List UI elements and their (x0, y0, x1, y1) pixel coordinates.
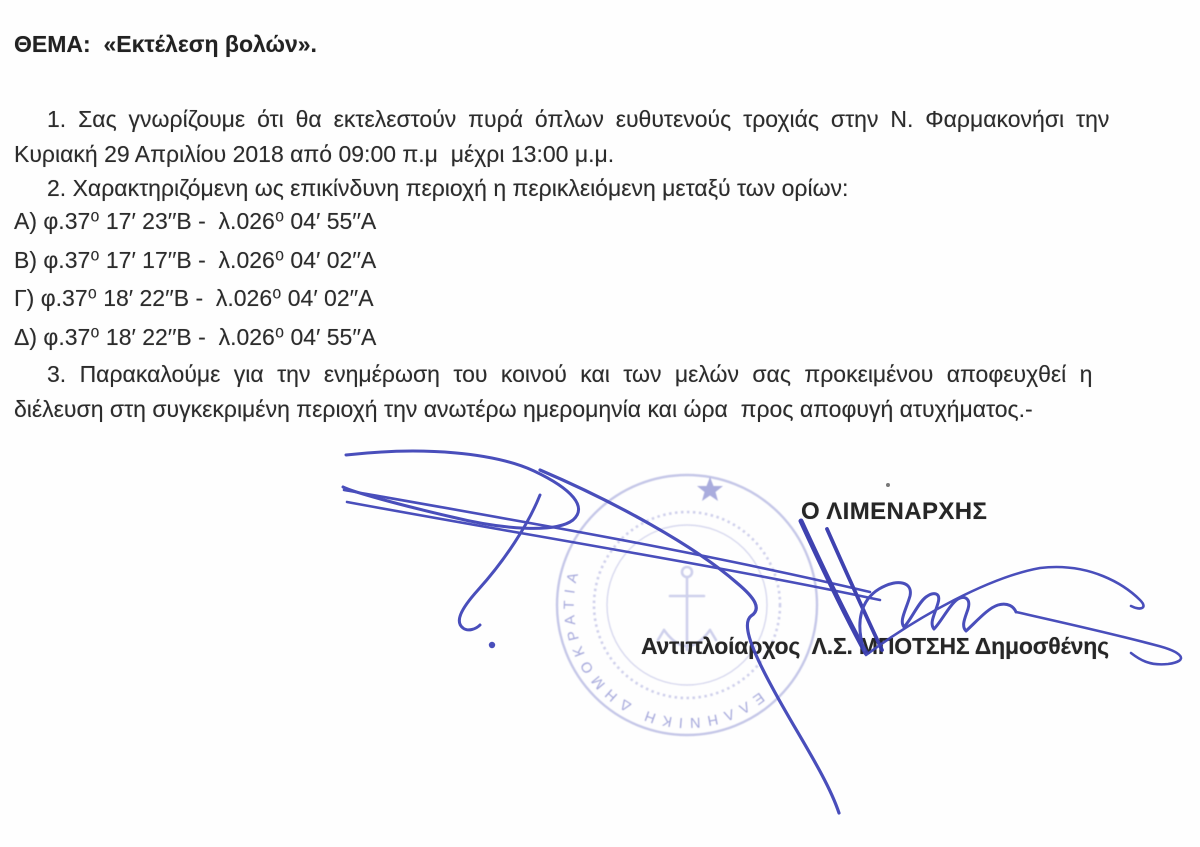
coordinate-line-b: Β) φ.37⁰ 17′ 17′′Β - λ.026⁰ 04′ 02′′Α (14, 247, 377, 273)
signatory-name: Αντιπλοίαρχος Λ.Σ. ΜΠΟΤΣΗΣ Δημοσθένης (641, 633, 1109, 659)
coordinate-line-a: Α) φ.37⁰ 17′ 23′′Β - λ.026⁰ 04′ 55′′Α (14, 208, 377, 234)
paragraph-3-line-2: διέλευση στη συγκεκριμένη περιοχή την ανωτέρω ημερομηνία και ώρα προς αποφυγή ατυχήματος.- (14, 396, 1033, 422)
harbormaster-title: Ο ΛΙΜΕΝΑΡΧΗΣ (801, 498, 988, 525)
paragraph-3-line-1: 3. Παρακαλούμε για την ενημέρωση του κοινού και των μελών σας προκειμένου αποφευχθεί η (47, 361, 1093, 387)
coordinate-line-d: Δ) φ.37⁰ 18′ 22′′Β - λ.026⁰ 04′ 55′′Α (14, 324, 377, 350)
subject-line: ΘΕΜΑ: «Εκτέλεση βολών». (14, 31, 317, 57)
paragraph-1-line-2: Κυριακή 29 Απριλίου 2018 από 09:00 π.μ μέχρι 13:00 μ.μ. (14, 141, 615, 167)
paragraph-2: 2. Χαρακτηριζόμενη ως επικίνδυνη περιοχή η περικλειόμενη μεταξύ των ορίων: (47, 175, 849, 201)
stamp-ring-text: ΕΛΛΗΝΙΚΗ ΔΗΜΟΚΡΑΤΙΑ (561, 564, 767, 731)
paragraph-1-line-1: 1. Σας γνωρίζουμε ότι θα εκτελεστούν πυρά όπλων ευθυτενούς τροχιάς στην Ν. Φαρμακονήσι την (47, 106, 1110, 132)
coordinate-line-c: Γ) φ.37⁰ 18′ 22′′Β - λ.026⁰ 04′ 02′′Α (14, 285, 374, 311)
scan-speck (886, 483, 890, 487)
